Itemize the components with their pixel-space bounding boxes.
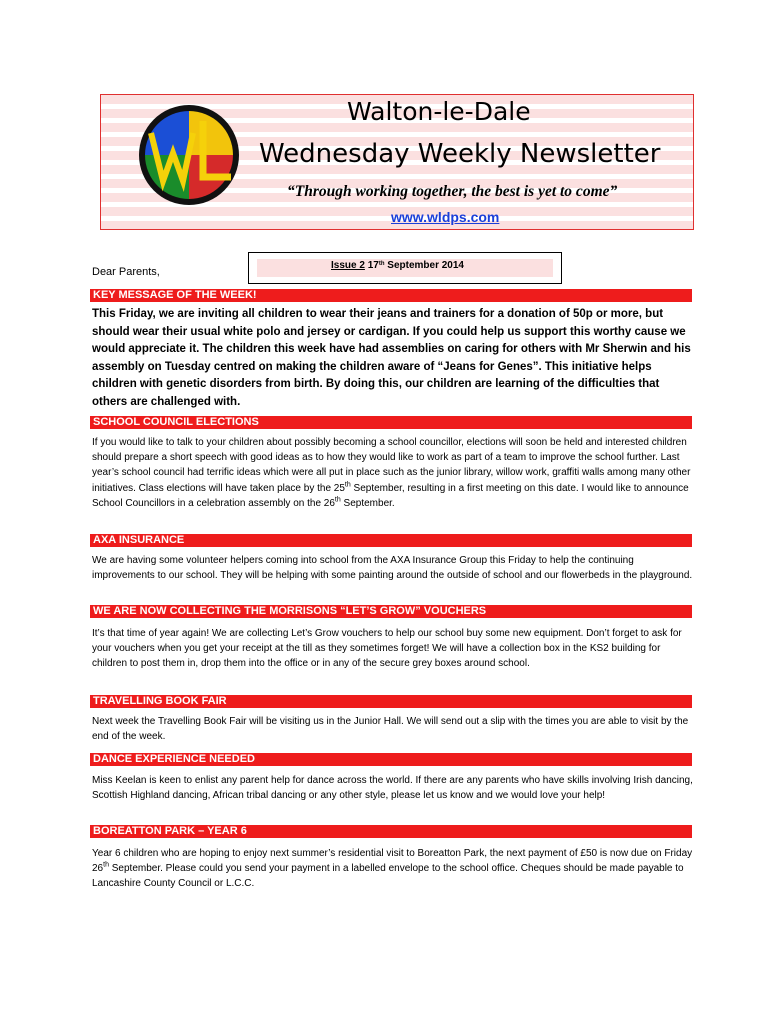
issue-month-year: September 2014 xyxy=(387,260,464,271)
boreatton-body xyxy=(92,846,696,892)
section-heading-school-council: SCHOOL COUNCIL ELECTIONS xyxy=(90,416,692,429)
boreatton-text-1: Year 6 children who are hoping to enjoy next summer’s residential visit to Boreatton Park, the next payment of £50 is now due on Friday 26 xyxy=(92,848,693,875)
website-link[interactable]: www.wldps.com xyxy=(391,209,500,225)
school-logo xyxy=(137,103,241,207)
newsletter-title: Wednesday Weekly Newsletter xyxy=(259,139,661,169)
issue-box xyxy=(248,252,562,284)
key-message-body: This Friday, we are inviting all children to wear their jeans and trainers for a donation of 50p or more, but should wear their usual white polo and jersey or cardigan. If you could help us support this worthy cause we would appreciate it. The children this week have had assemblies on caring for others with Mr Sherwin and his assembly on Tuesday centred on making the children aware of “Jeans for Genes”. This initiative helps children with genetic disorders from birth. By doing this, our children are learning of the difficulties that others are challenged with. xyxy=(92,308,691,408)
issue-number: Issue 2 xyxy=(331,260,365,271)
section-heading-axa: AXA INSURANCE xyxy=(90,534,692,547)
issue-day-suffix: th xyxy=(378,261,385,267)
morrisons-body: It’s that time of year again! We are collecting Let’s Grow vouchers to help our school buy some new equipment. Don’t forget to ask for your vouchers when you get your receipt at the till as they sometimes forget! We will have a collection box in the KS2 building for children to post them in, drop them into the office or in any of the secure grey boxes around school. xyxy=(92,628,682,670)
section-heading-book-fair: TRAVELLING BOOK FAIR xyxy=(90,695,692,708)
boreatton-sup-1: th xyxy=(103,861,109,869)
school-council-text-3: September. xyxy=(340,497,395,509)
school-council-body xyxy=(92,435,696,511)
greeting: Dear Parents, xyxy=(92,266,160,278)
newsletter-banner xyxy=(100,94,694,230)
issue-line xyxy=(257,259,553,277)
school-council-text-1: If you would like to talk to your children about possibly becoming a school councillor, elections will soon be held and interested children should prepare a short speech with good ideas as to how they would like to work as part of a team to improve the school further. Last year’s school council had terrific ideas which were all put in place such as the junior library, willow work, graffiti walls among many other initiatives. Class elections will have taken place by the 25 xyxy=(92,437,691,494)
school-council-text-2: September, resulting in a first meeting on this date. I would like to announce School Councillors in a celebration assembly on the 26 xyxy=(92,482,689,509)
boreatton-text-2: September. Please could you send your payment in a labelled envelope to the school office. Cheques should be made payable to Lancashire County Council or L.C.C. xyxy=(92,863,684,890)
section-heading-boreatton: BOREATTON PARK – YEAR 6 xyxy=(90,825,692,838)
issue-day: 17 xyxy=(367,260,379,271)
book-fair-body: Next week the Travelling Book Fair will be visiting us in the Junior Hall. We will send out a slip with the times you are able to visit by the end of the week. xyxy=(92,716,689,743)
section-heading-dance: DANCE EXPERIENCE NEEDED xyxy=(90,753,692,766)
school-motto: “Through working together, the best is yet to come” xyxy=(287,183,618,200)
axa-body: We are having some volunteer helpers coming into school from the AXA Insurance Group this Friday to help the continuing improvements to our school. They will be helping with some painting around the outside of school and our flowerbeds in the playground. xyxy=(92,555,693,582)
section-heading-morrisons: WE ARE NOW COLLECTING THE MORRISONS “LET’S GROW” VOUCHERS xyxy=(90,605,692,618)
school-name: Walton-le-Dale xyxy=(347,97,531,126)
school-council-sup-2: th xyxy=(334,496,341,504)
section-heading-key-message: KEY MESSAGE OF THE WEEK! xyxy=(90,289,692,302)
dance-body: Miss Keelan is keen to enlist any parent help for dance across the world. If there are any parents who have skills involving Irish dancing, Scottish Highland dancing, African tribal dancing or any other style, please let us know and we would love your help! xyxy=(92,775,693,802)
school-council-sup-1: th xyxy=(344,481,351,489)
